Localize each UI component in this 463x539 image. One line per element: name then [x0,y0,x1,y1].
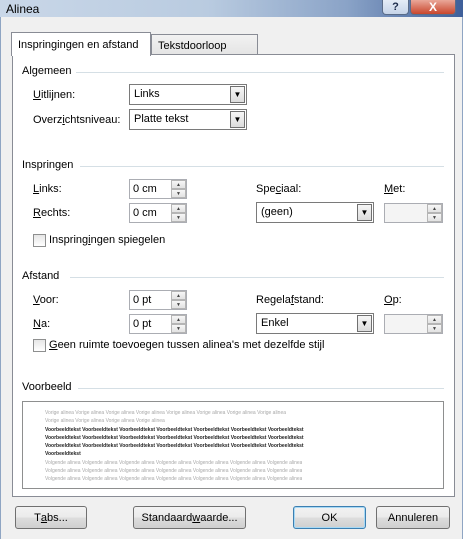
mirror-indents-checkbox[interactable] [33,234,46,247]
chevron-down-icon[interactable]: ▼ [357,315,372,332]
tabs-button[interactable]: T a bs... [15,506,87,529]
outline-level-value: Platte tekst [134,113,189,125]
line-spacing-value: Enkel [261,317,289,329]
special-indent-value: (geen) [261,206,293,218]
indent-right-value: 0 cm [133,207,157,219]
section-divider [80,166,444,167]
spin-down-icon[interactable]: ▼ [171,189,186,198]
spin-up-icon[interactable]: ▲ [171,315,186,324]
mirror-indents-label[interactable]: Inspringingen spiegelen [49,234,166,246]
preview-sample-text: Voorbeeldtekst Voorbeeldtekst Voorbeeldtekst Voorbeeldtekst Voorbeeldtekst Voorbeeldtekst Voorbeeldtekst [45,435,304,441]
tab-indents-spacing[interactable] [11,32,151,56]
spin-down-icon[interactable]: ▼ [171,324,186,333]
section-divider [76,72,444,73]
indent-by-label: Met: [384,183,406,195]
special-indent-select[interactable] [256,202,374,223]
alignment-select[interactable] [129,84,247,105]
help-button[interactable]: ? [382,0,409,15]
window-title: Alinea [6,2,40,16]
spin-down-icon[interactable]: ▼ [427,213,442,222]
cancel-button[interactable]: Annuleren [376,506,450,529]
indent-by-spinner[interactable] [384,203,443,223]
paragraph-preview [22,401,444,489]
special-indent-label: Speciaal: [256,183,302,195]
tab-indents-spacing-label: Inspringingen en afstand [18,38,139,51]
alignment-label: Uitlijnen: [33,89,76,101]
preview-next-paragraph: Volgende alinea Volgende alinea Volgende alinea Volgende alinea Volgende alinea Volgende alinea Volgende alinea [45,476,303,482]
alignment-value: Links [134,88,160,100]
line-spacing-at-spinner[interactable] [384,314,443,334]
tab-line-page-breaks-label: Tekstdoorloop [158,39,227,52]
spin-up-icon[interactable]: ▲ [427,315,442,324]
indent-left-label: Links: [33,183,62,195]
no-space-same-style-label[interactable]: Geen ruimte toevoegen tussen alinea's met dezelfde stijl [49,339,325,351]
spacing-after-value: 0 pt [133,318,152,330]
spin-up-icon[interactable]: ▲ [171,291,186,300]
spin-up-icon[interactable]: ▲ [171,180,186,189]
outline-level-select[interactable] [129,109,247,130]
preview-previous-paragraph: Vorige alinea Vorige alinea Vorige alinea Vorige alinea [45,418,165,424]
spacing-before-value: 0 pt [133,294,152,306]
preview-sample-text: Voorbeeldtekst Voorbeeldtekst Voorbeeldtekst Voorbeeldtekst Voorbeeldtekst Voorbeeldtekst Voorbeeldtekst [45,427,304,433]
spacing-after-spinner[interactable] [129,314,187,334]
preview-sample-text: Voorbeeldtekst [45,451,81,457]
line-spacing-label: Regelafstand: [256,294,324,306]
spin-up-icon[interactable]: ▲ [171,204,186,213]
preview-next-paragraph: Volgende alinea Volgende alinea Volgende alinea Volgende alinea Volgende alinea Volgende alinea Volgende alinea [45,460,303,466]
section-title-indentation: Inspringen [22,159,74,171]
spin-down-icon[interactable]: ▼ [171,300,186,309]
section-divider [78,388,444,389]
chevron-down-icon[interactable]: ▼ [230,86,245,103]
tab-panel [12,54,455,497]
title-bar [0,0,463,17]
spacing-after-label: Na: [33,318,51,330]
indent-right-label: Rechts: [33,207,71,219]
indent-left-value: 0 cm [133,183,157,195]
spacing-before-spinner[interactable] [129,290,187,310]
section-title-spacing: Afstand [22,270,60,282]
ok-button[interactable]: OK [293,506,366,529]
line-spacing-at-label: Op: [384,294,402,306]
spacing-before-label: Voor: [33,294,59,306]
dialog-body [0,17,463,539]
outline-level-label: Overzichtsniveau: [33,114,121,126]
spin-up-icon[interactable]: ▲ [427,204,442,213]
close-button[interactable]: X [410,0,456,15]
section-title-preview: Voorbeeld [22,381,72,393]
chevron-down-icon[interactable]: ▼ [357,204,372,221]
chevron-down-icon[interactable]: ▼ [230,111,245,128]
section-title-general: Algemeen [22,65,72,77]
preview-previous-paragraph: Vorige alinea Vorige alinea Vorige alinea Vorige alinea Vorige alinea Vorige alinea Vorige alinea Vorige alinea [45,410,287,416]
spin-down-icon[interactable]: ▼ [171,213,186,222]
tab-line-page-breaks[interactable] [151,34,258,56]
preview-sample-text: Voorbeeldtekst Voorbeeldtekst Voorbeeldtekst Voorbeeldtekst Voorbeeldtekst Voorbeeldtekst Voorbeeldtekst [45,443,304,449]
no-space-same-style-checkbox[interactable] [33,339,46,352]
indent-left-spinner[interactable] [129,179,187,199]
spin-down-icon[interactable]: ▼ [427,324,442,333]
section-divider [70,277,444,278]
line-spacing-select[interactable] [256,313,374,334]
set-as-default-button[interactable]: Standaard w aarde... [133,506,246,529]
preview-next-paragraph: Volgende alinea Volgende alinea Volgende alinea Volgende alinea Volgende alinea Volgende alinea Volgende alinea [45,468,303,474]
indent-right-spinner[interactable] [129,203,187,223]
